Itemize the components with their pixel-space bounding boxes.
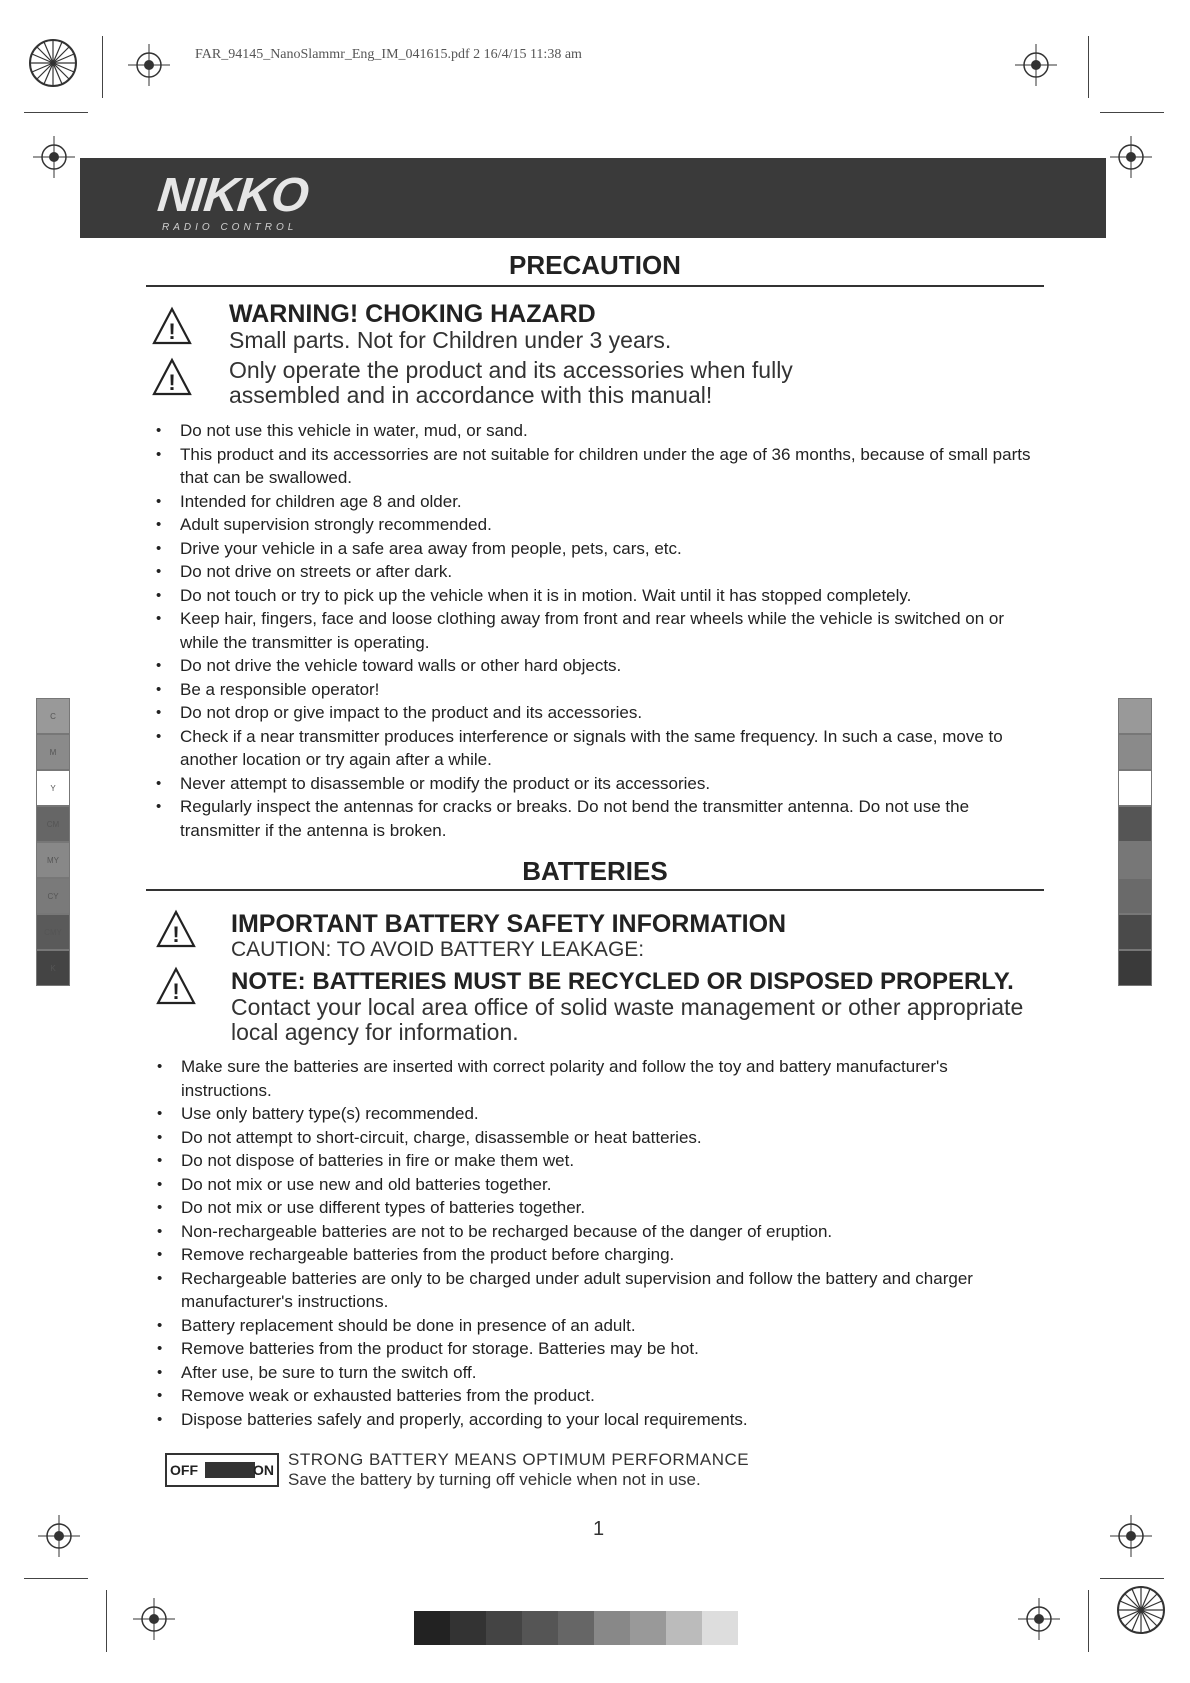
gray-step [450, 1611, 486, 1645]
strip-cell: CMY [36, 914, 70, 950]
strip-cell: K [36, 950, 70, 986]
battery-item: • Dispose batteries safely and properly, according to your local requirements. [153, 1408, 1033, 1432]
choking-hazard-text: Small parts. Not for Children under 3 years. [229, 327, 672, 353]
battery-list [153, 1055, 1033, 1431]
precaution-item: • Intended for children age 8 and older. [152, 490, 1032, 514]
warning-triangle-icon [156, 909, 196, 949]
gray-step [558, 1611, 594, 1645]
battery-item: • After use, be sure to turn the switch off. [153, 1361, 1033, 1385]
precaution-item: • Do not drive the vehicle toward walls or other hard objects. [152, 654, 1032, 678]
batteries-rule [146, 889, 1044, 891]
warning-triangle-icon [156, 966, 196, 1006]
switch-slider [205, 1462, 255, 1478]
gray-step [486, 1611, 522, 1645]
precaution-item: • Do not drive on streets or after dark. [152, 560, 1032, 584]
battery-item: • Battery replacement should be done in presence of an adult. [153, 1314, 1033, 1338]
crosshair-icon [38, 1515, 80, 1557]
recycle-note-line1: Contact your local area office of solid waste management or other appropriate [231, 994, 1024, 1020]
crosshair-icon [1018, 1598, 1060, 1640]
precaution-item: • Drive your vehicle in a safe area away from people, pets, cars, etc. [152, 537, 1032, 561]
precaution-item: • Check if a near transmitter produces interference or signals with the same frequency. In such a case, move to another location or try again after a while. [152, 725, 1032, 772]
strip-cell [1118, 878, 1152, 914]
svg-text:!: ! [168, 370, 176, 395]
warning-triangle-icon [152, 357, 192, 397]
strip-cell: MY [36, 842, 70, 878]
battery-item: • Do not mix or use different types of batteries together. [153, 1196, 1033, 1220]
battery-item: • Remove weak or exhausted batteries from the product. [153, 1384, 1033, 1408]
precaution-item: • Be a responsible operator! [152, 678, 1032, 702]
battery-item: • Non-rechargeable batteries are not to be recharged because of the danger of eruption. [153, 1220, 1033, 1244]
trim-line [24, 112, 88, 113]
gray-step [666, 1611, 702, 1645]
battery-item: • Do not attempt to short-circuit, charge, disassemble or heat batteries. [153, 1126, 1033, 1150]
crosshair-icon [1110, 136, 1152, 178]
crosshair-icon [133, 1598, 175, 1640]
strip-cell: Y [36, 770, 70, 806]
trim-line [1088, 1590, 1089, 1652]
battery-caution-text: CAUTION: TO AVOID BATTERY LEAKAGE: [231, 938, 645, 961]
precaution-rule [146, 285, 1044, 287]
precaution-item: • Do not use this vehicle in water, mud, or sand. [152, 419, 1032, 443]
battery-item: • Do not mix or use new and old batteries together. [153, 1173, 1033, 1197]
assembly-warning-line2: assembled and in accordance with this manual! [229, 382, 713, 408]
strip-cell [1118, 770, 1152, 806]
precaution-item: • Do not drop or give impact to the product and its accessories. [152, 701, 1032, 725]
trim-line [1100, 112, 1164, 113]
gray-step [594, 1611, 630, 1645]
trim-line [102, 36, 103, 98]
switch-note-text: Save the battery by turning off vehicle when not in use. [288, 1470, 701, 1489]
color-control-strip-right [1118, 698, 1152, 986]
strip-cell [1118, 806, 1152, 842]
strip-cell: M [36, 734, 70, 770]
gray-step [414, 1611, 450, 1645]
switch-off-label: OFF [170, 1462, 198, 1478]
brand-tagline: RADIO CONTROL [162, 222, 298, 233]
gray-step [702, 1611, 738, 1645]
svg-text:!: ! [172, 922, 180, 947]
batteries-title: BATTERIES [522, 856, 668, 886]
crosshair-icon [128, 44, 170, 86]
precaution-item: • Adult supervision strongly recommended. [152, 513, 1032, 537]
battery-item: • Use only battery type(s) recommended. [153, 1102, 1033, 1126]
battery-item: • Make sure the batteries are inserted with correct polarity and follow the toy and battery manufacturer's instructions. [153, 1055, 1033, 1102]
warning-triangle-icon [152, 306, 192, 346]
strip-cell [1118, 842, 1152, 878]
switch-on-label: ON [253, 1462, 274, 1478]
trim-line [1100, 1578, 1164, 1579]
strip-cell [1118, 734, 1152, 770]
trim-line [106, 1590, 107, 1652]
precaution-item: • This product and its accessorries are not suitable for children under the age of 36 months, because of small parts that can be swallowed. [152, 443, 1032, 490]
crosshair-icon [1110, 1515, 1152, 1557]
registration-starburst-bottom-right [1116, 1585, 1166, 1635]
battery-item: • Remove batteries from the product for storage. Batteries may be hot. [153, 1337, 1033, 1361]
strip-cell: C [36, 698, 70, 734]
battery-item: • Remove rechargeable batteries from the product before charging. [153, 1243, 1033, 1267]
trim-line [1088, 36, 1089, 98]
strip-cell: CY [36, 878, 70, 914]
precaution-list [152, 419, 1032, 842]
battery-safety-heading: IMPORTANT BATTERY SAFETY INFORMATION [231, 910, 787, 938]
page-number: 1 [593, 1518, 605, 1540]
battery-item: • Rechargeable batteries are only to be charged under adult supervision and follow the battery and charger manufacturer's instructions. [153, 1267, 1033, 1314]
strip-cell: CM [36, 806, 70, 842]
registration-starburst-top-left [28, 38, 78, 88]
crosshair-icon [1015, 44, 1057, 86]
gray-step [522, 1611, 558, 1645]
battery-item: • Do not dispose of batteries in fire or make them wet. [153, 1149, 1033, 1173]
precaution-item: • Do not touch or try to pick up the vehicle when it is in motion. Wait until it has stopped completely. [152, 584, 1032, 608]
recycle-note-heading: NOTE: BATTERIES MUST BE RECYCLED OR DISPOSED PROPERLY. [231, 968, 1014, 995]
gray-step [630, 1611, 666, 1645]
color-control-strip-left [36, 698, 70, 986]
choking-hazard-heading: WARNING! CHOKING HAZARD [229, 300, 596, 328]
switch-note-heading: STRONG BATTERY MEANS OPTIMUM PERFORMANCE [288, 1450, 750, 1469]
strip-cell [1118, 950, 1152, 986]
trim-line [24, 1578, 88, 1579]
svg-text:!: ! [172, 979, 180, 1004]
strip-cell [1118, 914, 1152, 950]
grayscale-strip [414, 1611, 738, 1645]
svg-text:!: ! [168, 319, 176, 344]
precaution-item: • Never attempt to disassemble or modify the product or its accessories. [152, 772, 1032, 796]
strip-cell [1118, 698, 1152, 734]
print-slug: FAR_94145_NanoSlammr_Eng_IM_041615.pdf 2 16/4/15 11:38 am [195, 47, 582, 62]
precaution-title: PRECAUTION [509, 250, 681, 280]
brand-logo: NIKKO [155, 169, 311, 222]
precaution-item: • Regularly inspect the antennas for cracks or breaks. Do not bend the transmitter antenna. Do not use the transmitter if the antenna is broken. [152, 795, 1032, 842]
precaution-item: • Keep hair, fingers, face and loose clothing away from front and rear wheels while the vehicle is switched on or while the transmitter is operating. [152, 607, 1032, 654]
recycle-note-line2: local agency for information. [231, 1019, 519, 1045]
crosshair-icon [33, 136, 75, 178]
assembly-warning-line1: Only operate the product and its accessories when fully [229, 357, 793, 383]
switch-diagram [165, 1453, 279, 1487]
